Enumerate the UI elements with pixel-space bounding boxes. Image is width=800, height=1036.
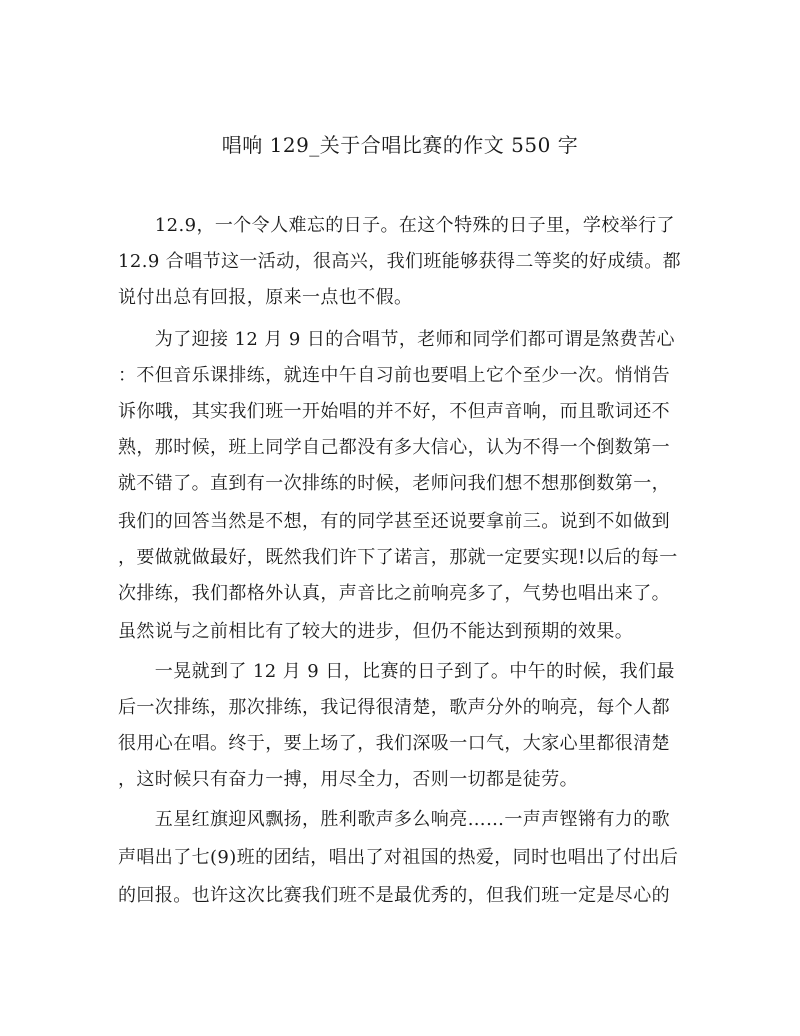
text-line: 12.9 合唱节这一活动，很高兴，我们班能够获得二等奖的好成绩。都 bbox=[118, 251, 681, 272]
text-line: 为了迎接 12 月 9 日的合唱节，老师和同学们都可谓是煞费苦心 bbox=[118, 329, 675, 350]
text-line: 12.9，一个令人难忘的日子。在这个特殊的日子里，学校举行了 bbox=[118, 215, 675, 236]
text-line: 很用心在唱。终于，要上场了，我们深吸一口气，大家心里都很清楚 bbox=[118, 733, 670, 754]
document-title: 唱响 129_关于合唱比赛的作文 550 字 bbox=[221, 133, 579, 157]
text-line: ，这时候只有奋力一搏，用尽全力，否则一切都是徒劳。 bbox=[118, 769, 578, 790]
text-line: 后一次排练，那次排练，我记得很清楚，歌声分外的响亮，每个人都 bbox=[118, 697, 670, 718]
text-line: 就不错了。直到有一次排练的时候，老师问我们想不想那倒数第一， bbox=[118, 473, 670, 494]
text-line: 诉你哦，其实我们班一开始唱的并不好，不但声音响，而且歌词还不 bbox=[118, 401, 670, 422]
text-line: 一晃就到了 12 月 9 日，比赛的日子到了。中午的时候，我们最 bbox=[118, 661, 675, 682]
text-line: 熟，那时候，班上同学自己都没有多大信心，认为不得一个倒数第一 bbox=[118, 437, 670, 458]
text-line: 我们的回答当然是不想，有的同学甚至还说要拿前三。说到不如做到 bbox=[118, 511, 670, 532]
text-line: 虽然说与之前相比有了较大的进步，但仍不能达到预期的效果。 bbox=[118, 621, 634, 642]
text-line: 说付出总有回报，原来一点也不假。 bbox=[118, 287, 413, 308]
text-line: 五星红旗迎风飘扬，胜利歌声多么响亮……一声声铿锵有力的歌 bbox=[118, 809, 670, 830]
text-line: 次排练，我们都格外认真，声音比之前响亮多了，气势也唱出来了。 bbox=[118, 583, 670, 604]
text-line: 的回报。也许这次比赛我们班不是最优秀的，但我们班一定是尽心的 bbox=[118, 885, 670, 906]
text-line: ：不但音乐课排练，就连中午自习前也要唱上它个至少一次。悄悄告 bbox=[118, 365, 670, 386]
text-line: 声唱出了七(9)班的团结，唱出了对祖国的热爱，同时也唱出了付出后 bbox=[118, 847, 679, 868]
text-line: ，要做就做最好，既然我们许下了诺言，那就一定要实现!以后的每一 bbox=[118, 547, 678, 568]
